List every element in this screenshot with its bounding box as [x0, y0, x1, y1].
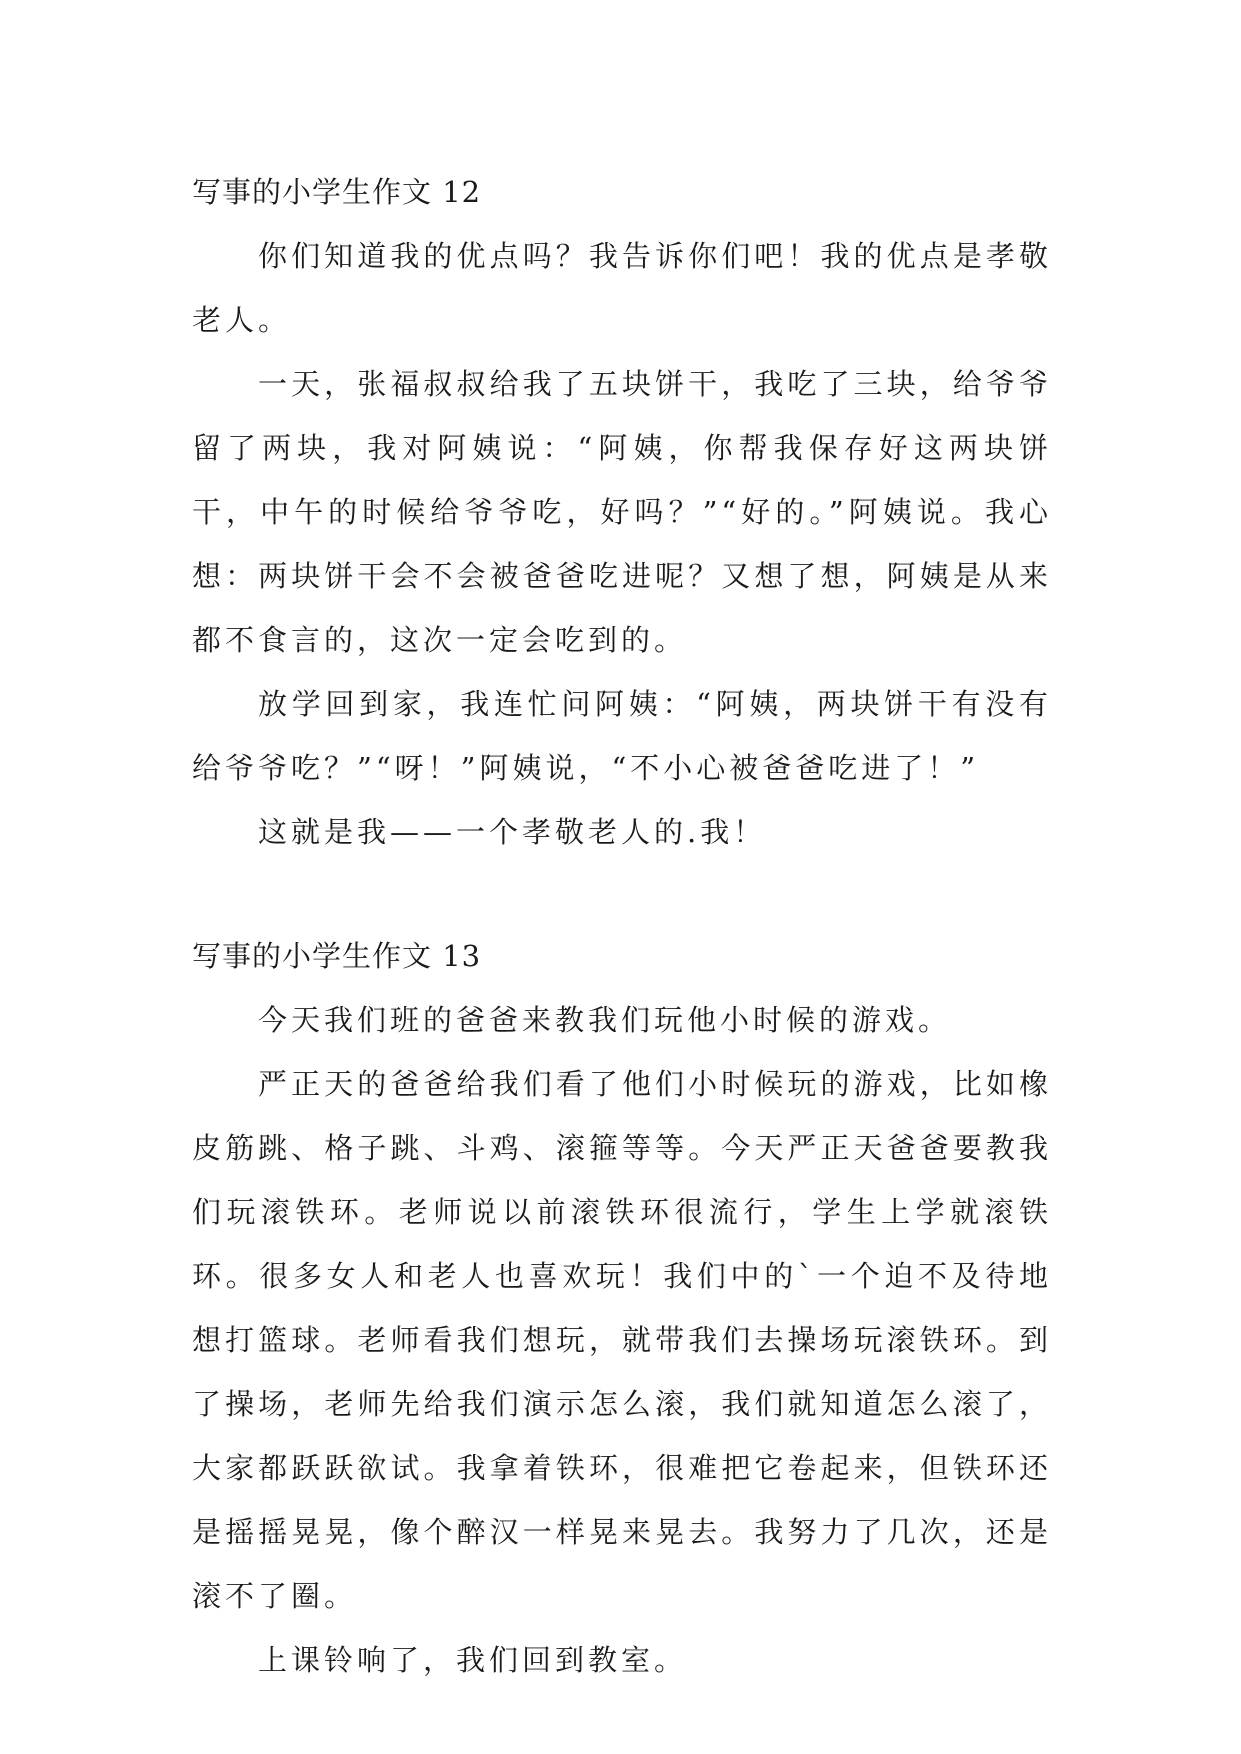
section-spacer — [192, 864, 1052, 924]
essay-13 — [192, 924, 1052, 1692]
essay-12 — [192, 160, 1052, 864]
paragraph: 一天，张福叔叔给我了五块饼干，我吃了三块，给爷爷留了两块，我对阿姨说：“阿姨，你帮我保存好这两块饼干，中午的时候给爷爷吃，好吗？”“好的。”阿姨说。我心想：两块饼干会不会被爸爸吃进呢？又想了想，阿姨是从来都不食言的，这次一定会吃到的。 — [192, 367, 1052, 657]
paragraph: 上课铃响了，我们回到教室。 — [258, 1643, 688, 1677]
essay-title: 写事的小学生作文 13 — [192, 939, 482, 973]
paragraph: 严正天的爸爸给我们看了他们小时候玩的游戏，比如橡皮筋跳、格子跳、斗鸡、滚箍等等。今天严正天爸爸要教我们玩滚铁环。老师说以前滚铁环很流行，学生上学就滚铁环。很多女人和老人也喜欢玩！我们中的`一个迫不及待地想打篮球。老师看我们想玩，就带我们去操场玩滚铁环。到了操场，老师先给我们演示怎么滚，我们就知道怎么滚了，大家都跃跃欲试。我拿着铁环，很难把它卷起来，但铁环还是摇摇晃晃，像个醉汉一样晃来晃去。我努力了几次，还是滚不了圈。 — [192, 1067, 1052, 1613]
paragraph: 这就是我——一个孝敬老人的.我！ — [258, 815, 767, 849]
paragraph: 放学回到家，我连忙问阿姨：“阿姨，两块饼干有没有给爷爷吃？”“呀！”阿姨说，“不小心被爸爸吃进了！” — [192, 687, 1052, 785]
document-body — [192, 160, 1052, 1692]
paragraph: 你们知道我的优点吗？我告诉你们吧！我的优点是孝敬老人。 — [192, 239, 1052, 337]
paragraph: 今天我们班的爸爸来教我们玩他小时候的游戏。 — [258, 1003, 952, 1037]
essay-title: 写事的小学生作文 12 — [192, 175, 482, 209]
